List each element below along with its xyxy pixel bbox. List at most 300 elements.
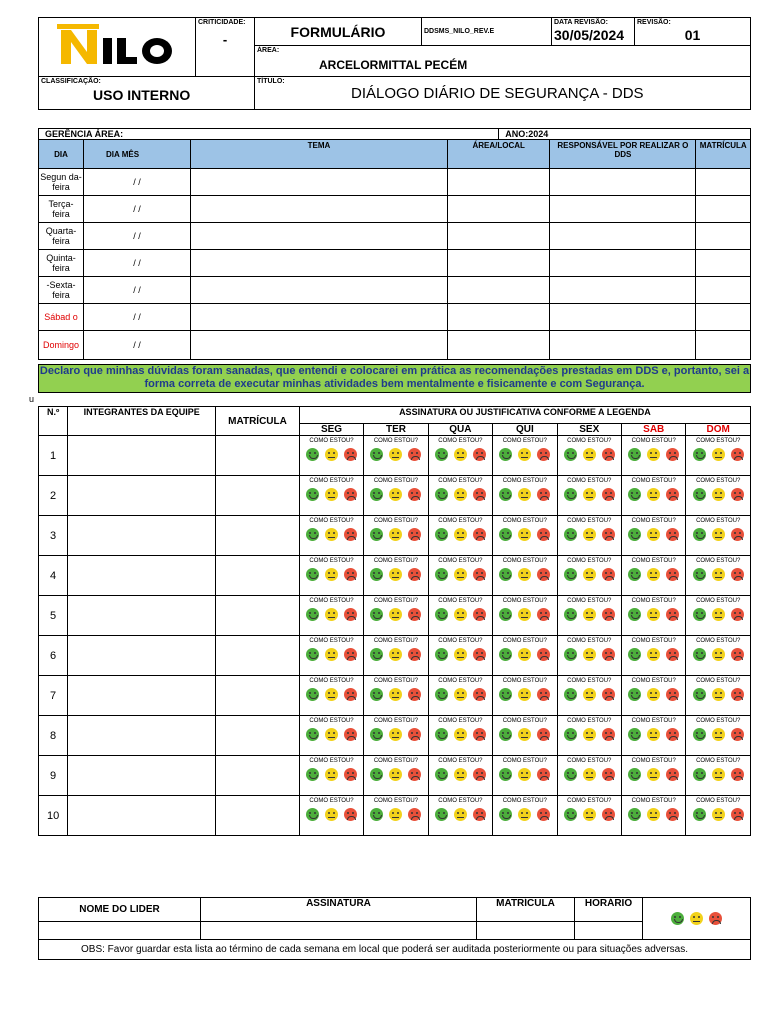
neutral-face-icon[interactable]	[712, 808, 725, 821]
neutral-face-icon[interactable]	[712, 648, 725, 661]
happy-face-icon[interactable]	[435, 728, 448, 741]
sad-face-icon[interactable]	[602, 688, 615, 701]
tema-cell[interactable]	[191, 277, 448, 304]
day-signature-cell[interactable]	[299, 676, 363, 716]
tema-cell[interactable]	[191, 169, 448, 196]
area-local-cell[interactable]	[448, 169, 550, 196]
sad-face-icon[interactable]	[344, 448, 357, 461]
day-signature-cell[interactable]	[428, 596, 492, 636]
day-signature-cell[interactable]	[622, 636, 686, 676]
tema-cell[interactable]	[191, 250, 448, 277]
neutral-face-icon[interactable]	[518, 768, 531, 781]
member-matricula-cell[interactable]	[216, 556, 300, 596]
responsavel-cell[interactable]	[550, 196, 696, 223]
happy-face-icon[interactable]	[564, 488, 577, 501]
sad-face-icon[interactable]	[408, 768, 421, 781]
leader-signature-cell[interactable]	[201, 922, 477, 940]
happy-face-icon[interactable]	[564, 648, 577, 661]
happy-face-icon[interactable]	[564, 608, 577, 621]
day-signature-cell[interactable]	[299, 796, 363, 836]
sad-face-icon[interactable]	[537, 528, 550, 541]
sad-face-icon[interactable]	[731, 808, 744, 821]
sad-face-icon[interactable]	[537, 808, 550, 821]
day-signature-cell[interactable]	[428, 676, 492, 716]
day-signature-cell[interactable]	[557, 676, 621, 716]
neutral-face-icon[interactable]	[325, 688, 338, 701]
happy-face-icon[interactable]	[628, 808, 641, 821]
happy-face-icon[interactable]	[435, 568, 448, 581]
neutral-face-icon[interactable]	[325, 768, 338, 781]
day-signature-cell[interactable]	[686, 436, 751, 476]
sad-face-icon[interactable]	[344, 648, 357, 661]
neutral-face-icon[interactable]	[583, 488, 596, 501]
happy-face-icon[interactable]	[306, 648, 319, 661]
sad-face-icon[interactable]	[473, 768, 486, 781]
day-signature-cell[interactable]	[364, 516, 428, 556]
happy-face-icon[interactable]	[306, 528, 319, 541]
area-local-cell[interactable]	[448, 331, 550, 360]
tema-cell[interactable]	[191, 223, 448, 250]
neutral-face-icon[interactable]	[712, 688, 725, 701]
day-signature-cell[interactable]	[557, 716, 621, 756]
happy-face-icon[interactable]	[628, 768, 641, 781]
leader-horario-cell[interactable]	[575, 922, 643, 940]
member-matricula-cell[interactable]	[216, 436, 300, 476]
neutral-face-icon[interactable]	[647, 568, 660, 581]
member-matricula-cell[interactable]	[216, 636, 300, 676]
happy-face-icon[interactable]	[499, 768, 512, 781]
neutral-face-icon[interactable]	[389, 728, 402, 741]
neutral-face-icon[interactable]	[647, 728, 660, 741]
happy-face-icon[interactable]	[499, 448, 512, 461]
tema-cell[interactable]	[191, 331, 448, 360]
day-signature-cell[interactable]	[428, 716, 492, 756]
neutral-face-icon[interactable]	[712, 448, 725, 461]
day-signature-cell[interactable]	[622, 716, 686, 756]
happy-face-icon[interactable]	[564, 528, 577, 541]
day-date-cell[interactable]: / /	[84, 169, 191, 196]
sad-face-icon[interactable]	[731, 648, 744, 661]
sad-face-icon[interactable]	[666, 448, 679, 461]
happy-face-icon[interactable]	[499, 808, 512, 821]
neutral-face-icon[interactable]	[647, 608, 660, 621]
neutral-face-icon[interactable]	[389, 448, 402, 461]
neutral-face-icon[interactable]	[518, 728, 531, 741]
sad-face-icon[interactable]	[408, 648, 421, 661]
member-name-cell[interactable]	[68, 436, 216, 476]
sad-face-icon[interactable]	[666, 488, 679, 501]
day-signature-cell[interactable]	[428, 796, 492, 836]
responsavel-cell[interactable]	[550, 304, 696, 331]
matricula-cell[interactable]	[696, 250, 751, 277]
tema-cell[interactable]	[191, 304, 448, 331]
happy-face-icon[interactable]	[499, 568, 512, 581]
neutral-face-icon[interactable]	[712, 488, 725, 501]
day-date-cell[interactable]: / /	[84, 304, 191, 331]
day-signature-cell[interactable]	[686, 756, 751, 796]
sad-face-icon[interactable]	[666, 808, 679, 821]
neutral-face-icon[interactable]	[325, 728, 338, 741]
neutral-face-icon[interactable]	[518, 648, 531, 661]
happy-face-icon[interactable]	[628, 448, 641, 461]
day-signature-cell[interactable]	[364, 636, 428, 676]
day-signature-cell[interactable]	[493, 476, 557, 516]
area-local-cell[interactable]	[448, 277, 550, 304]
happy-face-icon[interactable]	[564, 728, 577, 741]
day-signature-cell[interactable]	[622, 676, 686, 716]
sad-face-icon[interactable]	[473, 688, 486, 701]
area-local-cell[interactable]	[448, 223, 550, 250]
day-signature-cell[interactable]	[557, 516, 621, 556]
member-matricula-cell[interactable]	[216, 796, 300, 836]
sad-face-icon[interactable]	[731, 728, 744, 741]
neutral-face-icon[interactable]	[454, 488, 467, 501]
day-signature-cell[interactable]	[299, 436, 363, 476]
sad-face-icon[interactable]	[473, 448, 486, 461]
happy-face-icon[interactable]	[306, 728, 319, 741]
member-name-cell[interactable]	[68, 636, 216, 676]
responsavel-cell[interactable]	[550, 277, 696, 304]
sad-face-icon[interactable]	[602, 808, 615, 821]
neutral-face-icon[interactable]	[518, 808, 531, 821]
sad-face-icon[interactable]	[666, 768, 679, 781]
day-signature-cell[interactable]	[686, 716, 751, 756]
sad-face-icon[interactable]	[344, 768, 357, 781]
day-signature-cell[interactable]	[428, 636, 492, 676]
happy-face-icon[interactable]	[370, 768, 383, 781]
responsavel-cell[interactable]	[550, 331, 696, 360]
neutral-face-icon[interactable]	[454, 608, 467, 621]
neutral-face-icon[interactable]	[325, 648, 338, 661]
day-signature-cell[interactable]	[493, 636, 557, 676]
sad-face-icon[interactable]	[408, 488, 421, 501]
leader-name-cell[interactable]	[39, 922, 201, 940]
sad-face-icon[interactable]	[731, 448, 744, 461]
neutral-face-icon[interactable]	[454, 528, 467, 541]
day-signature-cell[interactable]	[686, 596, 751, 636]
happy-face-icon[interactable]	[499, 488, 512, 501]
happy-face-icon[interactable]	[370, 728, 383, 741]
happy-face-icon[interactable]	[693, 528, 706, 541]
neutral-face-icon[interactable]	[325, 488, 338, 501]
sad-face-icon[interactable]	[473, 648, 486, 661]
neutral-face-icon[interactable]	[647, 808, 660, 821]
day-signature-cell[interactable]	[622, 516, 686, 556]
neutral-face-icon[interactable]	[518, 488, 531, 501]
neutral-face-icon[interactable]	[647, 768, 660, 781]
sad-face-icon[interactable]	[344, 568, 357, 581]
happy-face-icon[interactable]	[499, 688, 512, 701]
day-signature-cell[interactable]	[686, 636, 751, 676]
responsavel-cell[interactable]	[550, 169, 696, 196]
neutral-face-icon[interactable]	[389, 568, 402, 581]
sad-face-icon[interactable]	[537, 768, 550, 781]
day-signature-cell[interactable]	[557, 556, 621, 596]
matricula-cell[interactable]	[696, 331, 751, 360]
member-name-cell[interactable]	[68, 796, 216, 836]
sad-face-icon[interactable]	[731, 488, 744, 501]
sad-face-icon[interactable]	[602, 648, 615, 661]
member-matricula-cell[interactable]	[216, 716, 300, 756]
sad-face-icon[interactable]	[537, 608, 550, 621]
happy-face-icon[interactable]	[306, 568, 319, 581]
neutral-face-icon[interactable]	[583, 568, 596, 581]
happy-face-icon[interactable]	[435, 768, 448, 781]
day-signature-cell[interactable]	[686, 796, 751, 836]
day-signature-cell[interactable]	[622, 796, 686, 836]
neutral-face-icon[interactable]	[325, 808, 338, 821]
day-signature-cell[interactable]	[686, 476, 751, 516]
matricula-cell[interactable]	[696, 304, 751, 331]
happy-face-icon[interactable]	[628, 648, 641, 661]
sad-face-icon[interactable]	[666, 608, 679, 621]
neutral-face-icon[interactable]	[583, 768, 596, 781]
happy-face-icon[interactable]	[564, 768, 577, 781]
sad-face-icon[interactable]	[473, 728, 486, 741]
day-signature-cell[interactable]	[557, 636, 621, 676]
neutral-face-icon[interactable]	[712, 608, 725, 621]
sad-face-icon[interactable]	[408, 608, 421, 621]
day-signature-cell[interactable]	[364, 476, 428, 516]
neutral-face-icon[interactable]	[389, 608, 402, 621]
neutral-face-icon[interactable]	[454, 768, 467, 781]
neutral-face-icon[interactable]	[518, 568, 531, 581]
happy-face-icon[interactable]	[435, 608, 448, 621]
sad-face-icon[interactable]	[537, 728, 550, 741]
day-signature-cell[interactable]	[557, 796, 621, 836]
happy-face-icon[interactable]	[435, 448, 448, 461]
member-name-cell[interactable]	[68, 756, 216, 796]
sad-face-icon[interactable]	[473, 808, 486, 821]
sad-face-icon[interactable]	[602, 528, 615, 541]
happy-face-icon[interactable]	[693, 688, 706, 701]
sad-face-icon[interactable]	[473, 608, 486, 621]
neutral-face-icon[interactable]	[583, 728, 596, 741]
day-signature-cell[interactable]	[299, 516, 363, 556]
happy-face-icon[interactable]	[628, 528, 641, 541]
day-date-cell[interactable]: / /	[84, 250, 191, 277]
sad-face-icon[interactable]	[666, 528, 679, 541]
happy-face-icon[interactable]	[370, 528, 383, 541]
happy-face-icon[interactable]	[435, 528, 448, 541]
happy-face-icon[interactable]	[370, 688, 383, 701]
day-signature-cell[interactable]	[493, 756, 557, 796]
member-matricula-cell[interactable]	[216, 756, 300, 796]
sad-face-icon[interactable]	[602, 568, 615, 581]
matricula-cell[interactable]	[696, 196, 751, 223]
neutral-face-icon[interactable]	[325, 608, 338, 621]
day-signature-cell[interactable]	[299, 596, 363, 636]
happy-face-icon[interactable]	[564, 568, 577, 581]
happy-face-icon[interactable]	[370, 488, 383, 501]
day-signature-cell[interactable]	[364, 436, 428, 476]
sad-face-icon[interactable]	[408, 728, 421, 741]
member-matricula-cell[interactable]	[216, 596, 300, 636]
happy-face-icon[interactable]	[499, 608, 512, 621]
day-signature-cell[interactable]	[493, 796, 557, 836]
member-name-cell[interactable]	[68, 596, 216, 636]
happy-face-icon[interactable]	[306, 488, 319, 501]
neutral-face-icon[interactable]	[647, 448, 660, 461]
neutral-face-icon[interactable]	[454, 568, 467, 581]
day-signature-cell[interactable]	[493, 516, 557, 556]
happy-face-icon[interactable]	[693, 568, 706, 581]
matricula-cell[interactable]	[696, 277, 751, 304]
day-signature-cell[interactable]	[622, 756, 686, 796]
day-signature-cell[interactable]	[428, 756, 492, 796]
happy-face-icon[interactable]	[499, 528, 512, 541]
day-signature-cell[interactable]	[299, 716, 363, 756]
member-name-cell[interactable]	[68, 476, 216, 516]
day-date-cell[interactable]: / /	[84, 223, 191, 250]
neutral-face-icon[interactable]	[583, 528, 596, 541]
neutral-face-icon[interactable]	[583, 648, 596, 661]
day-signature-cell[interactable]	[493, 716, 557, 756]
happy-face-icon[interactable]	[435, 488, 448, 501]
happy-face-icon[interactable]	[306, 688, 319, 701]
day-signature-cell[interactable]	[557, 436, 621, 476]
day-signature-cell[interactable]	[428, 556, 492, 596]
sad-face-icon[interactable]	[731, 608, 744, 621]
sad-face-icon[interactable]	[537, 448, 550, 461]
day-signature-cell[interactable]	[364, 756, 428, 796]
happy-face-icon[interactable]	[499, 648, 512, 661]
neutral-face-icon[interactable]	[518, 528, 531, 541]
neutral-face-icon[interactable]	[583, 688, 596, 701]
member-name-cell[interactable]	[68, 676, 216, 716]
day-signature-cell[interactable]	[299, 756, 363, 796]
day-signature-cell[interactable]	[299, 636, 363, 676]
neutral-face-icon[interactable]	[712, 768, 725, 781]
day-signature-cell[interactable]	[299, 476, 363, 516]
sad-face-icon[interactable]	[602, 488, 615, 501]
neutral-face-icon[interactable]	[712, 728, 725, 741]
sad-face-icon[interactable]	[537, 568, 550, 581]
leader-matricula-cell[interactable]	[477, 922, 575, 940]
sad-face-icon[interactable]	[408, 448, 421, 461]
happy-face-icon[interactable]	[564, 448, 577, 461]
member-matricula-cell[interactable]	[216, 476, 300, 516]
neutral-face-icon[interactable]	[583, 808, 596, 821]
day-signature-cell[interactable]	[299, 556, 363, 596]
neutral-face-icon[interactable]	[647, 688, 660, 701]
sad-face-icon[interactable]	[344, 488, 357, 501]
happy-face-icon[interactable]	[306, 608, 319, 621]
responsavel-cell[interactable]	[550, 250, 696, 277]
happy-face-icon[interactable]	[306, 808, 319, 821]
neutral-face-icon[interactable]	[518, 688, 531, 701]
sad-face-icon[interactable]	[602, 728, 615, 741]
neutral-face-icon[interactable]	[454, 808, 467, 821]
happy-face-icon[interactable]	[370, 808, 383, 821]
sad-face-icon[interactable]	[408, 568, 421, 581]
sad-face-icon[interactable]	[408, 808, 421, 821]
sad-face-icon[interactable]	[408, 688, 421, 701]
happy-face-icon[interactable]	[693, 808, 706, 821]
day-signature-cell[interactable]	[557, 756, 621, 796]
day-signature-cell[interactable]	[622, 476, 686, 516]
happy-face-icon[interactable]	[693, 648, 706, 661]
neutral-face-icon[interactable]	[647, 488, 660, 501]
neutral-face-icon[interactable]	[454, 448, 467, 461]
happy-face-icon[interactable]	[628, 688, 641, 701]
sad-face-icon[interactable]	[666, 648, 679, 661]
neutral-face-icon[interactable]	[712, 568, 725, 581]
day-signature-cell[interactable]	[428, 436, 492, 476]
happy-face-icon[interactable]	[435, 648, 448, 661]
day-signature-cell[interactable]	[364, 796, 428, 836]
happy-face-icon[interactable]	[370, 608, 383, 621]
day-signature-cell[interactable]	[622, 596, 686, 636]
neutral-face-icon[interactable]	[647, 648, 660, 661]
day-signature-cell[interactable]	[557, 596, 621, 636]
day-signature-cell[interactable]	[493, 436, 557, 476]
sad-face-icon[interactable]	[666, 728, 679, 741]
day-date-cell[interactable]: / /	[84, 277, 191, 304]
happy-face-icon[interactable]	[693, 768, 706, 781]
happy-face-icon[interactable]	[435, 688, 448, 701]
sad-face-icon[interactable]	[666, 568, 679, 581]
tema-cell[interactable]	[191, 196, 448, 223]
neutral-face-icon[interactable]	[518, 608, 531, 621]
neutral-face-icon[interactable]	[583, 608, 596, 621]
happy-face-icon[interactable]	[370, 568, 383, 581]
happy-face-icon[interactable]	[564, 688, 577, 701]
neutral-face-icon[interactable]	[325, 568, 338, 581]
sad-face-icon[interactable]	[344, 728, 357, 741]
day-signature-cell[interactable]	[622, 556, 686, 596]
day-signature-cell[interactable]	[364, 556, 428, 596]
happy-face-icon[interactable]	[564, 808, 577, 821]
happy-face-icon[interactable]	[306, 448, 319, 461]
day-signature-cell[interactable]	[493, 596, 557, 636]
neutral-face-icon[interactable]	[454, 728, 467, 741]
happy-face-icon[interactable]	[693, 728, 706, 741]
neutral-face-icon[interactable]	[712, 528, 725, 541]
sad-face-icon[interactable]	[602, 448, 615, 461]
sad-face-icon[interactable]	[666, 688, 679, 701]
member-name-cell[interactable]	[68, 516, 216, 556]
sad-face-icon[interactable]	[344, 608, 357, 621]
neutral-face-icon[interactable]	[389, 768, 402, 781]
neutral-face-icon[interactable]	[389, 808, 402, 821]
sad-face-icon[interactable]	[602, 608, 615, 621]
happy-face-icon[interactable]	[693, 608, 706, 621]
neutral-face-icon[interactable]	[325, 528, 338, 541]
happy-face-icon[interactable]	[499, 728, 512, 741]
sad-face-icon[interactable]	[537, 648, 550, 661]
neutral-face-icon[interactable]	[518, 448, 531, 461]
neutral-face-icon[interactable]	[325, 448, 338, 461]
day-signature-cell[interactable]	[557, 476, 621, 516]
day-signature-cell[interactable]	[493, 556, 557, 596]
day-signature-cell[interactable]	[622, 436, 686, 476]
happy-face-icon[interactable]	[435, 808, 448, 821]
area-local-cell[interactable]	[448, 196, 550, 223]
happy-face-icon[interactable]	[370, 448, 383, 461]
happy-face-icon[interactable]	[628, 728, 641, 741]
day-signature-cell[interactable]	[686, 516, 751, 556]
neutral-face-icon[interactable]	[454, 648, 467, 661]
neutral-face-icon[interactable]	[583, 448, 596, 461]
sad-face-icon[interactable]	[537, 688, 550, 701]
happy-face-icon[interactable]	[628, 488, 641, 501]
day-signature-cell[interactable]	[428, 516, 492, 556]
neutral-face-icon[interactable]	[389, 488, 402, 501]
neutral-face-icon[interactable]	[647, 528, 660, 541]
sad-face-icon[interactable]	[602, 768, 615, 781]
happy-face-icon[interactable]	[628, 568, 641, 581]
